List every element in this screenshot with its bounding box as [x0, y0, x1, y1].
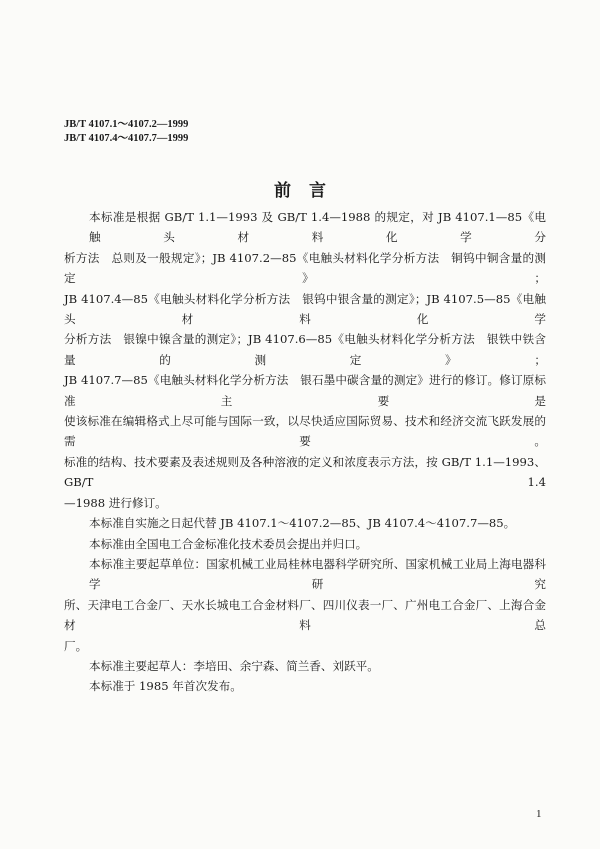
paragraph — [64, 534, 546, 554]
paragraph-line: 本标准主要起草人：李培田、余宁森、简兰香、刘跃平。 — [89, 658, 379, 673]
paragraph-line: 使该标准在编辑格式上尽可能与国际一致，以尽快适应国际贸易、技术和经济交流飞跃发展的需要。 — [64, 414, 546, 449]
paragraph-line: 本标准于 1985 年首次发布。 — [89, 679, 242, 694]
paragraph-line: 本标准主要起草单位：国家机械工业局桂林电器科学研究所、国家机械工业局上海电器科学研究 — [89, 556, 546, 592]
standard-code: JB/T 4107.1～4107.2—1999 — [64, 119, 189, 130]
page-title: 前言 — [274, 181, 344, 201]
page-number: 1 — [536, 808, 542, 820]
paragraph — [64, 656, 546, 676]
paragraph-line: 分析方法 银镍中镍含量的测定》；JB 4107.6—85《电触头材料化学分析方法 银铁中铁含量的测定》； — [64, 332, 546, 367]
paragraph-line: 厂。 — [64, 638, 88, 653]
paragraph-line: JB 4107.7—85《电触头材料化学分析方法 银石墨中碳含量的测定》进行的修订。修订原标准主要是 — [64, 373, 546, 408]
paragraph — [64, 554, 546, 656]
paragraph-line: 本标准由全国电工合金标准化技术委员会提出并归口。 — [89, 536, 368, 551]
paragraph-line: 析方法 总则及一般规定》；JB 4107.2—85《电触头材料化学分析方法 铜钨中铜含量的测定》； — [64, 250, 546, 286]
paragraph-line: JB 4107.4—85《电触头材料化学分析方法 银钨中银含量的测定》；JB 4107.5—85《电触头材料化学 — [64, 291, 546, 327]
paragraph — [64, 207, 546, 513]
paragraph — [64, 676, 546, 696]
paragraph-line: 本标准自实施之日起代替 JB 4107.1～4107.2—85、JB 4107.4～4107.7—85。 — [89, 516, 516, 531]
paragraph-line: —1988 进行修订。 — [64, 495, 167, 510]
standard-codes-header — [64, 118, 188, 146]
paragraph-line: 标准的结构、技术要素及表述规则及各种溶液的定义和浓度表示方法，按 GB/T 1.1—1993、GB/T 1.4 — [64, 454, 546, 490]
foreword-body — [64, 207, 546, 697]
paragraph — [64, 513, 546, 533]
standard-code: JB/T 4107.4～4107.7—1999 — [64, 133, 189, 144]
paragraph-line: 本标准是根据 GB/T 1.1—1993 及 GB/T 1.4—1988 的规定，对 JB 4107.1—85《电触头材料化学分 — [89, 210, 546, 245]
paragraph-line: 所、天津电工合金厂、天水长城电工合金材料厂、四川仪表一厂、广州电工合金厂、上海合金材料总 — [64, 597, 546, 633]
